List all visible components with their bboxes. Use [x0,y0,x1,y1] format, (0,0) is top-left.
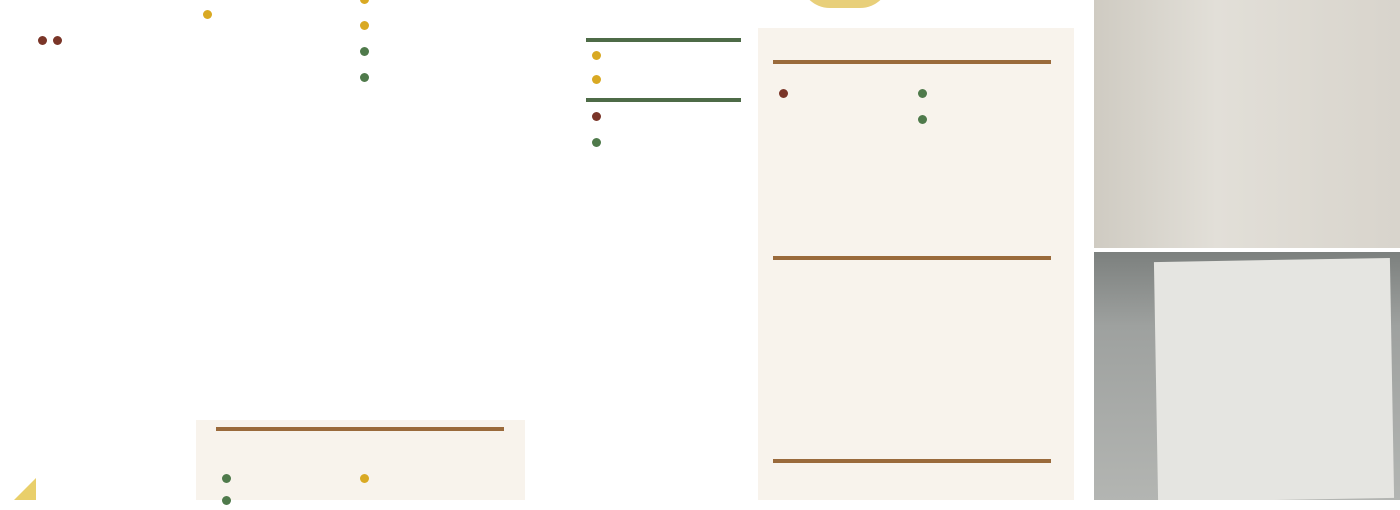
vegetarian-icon [360,47,369,56]
vegetarian-icon [360,73,369,82]
spicy-icon [360,0,369,4]
vegetarian-icon [592,138,601,147]
vegetarian-icon [222,474,231,483]
menu-item [354,46,510,58]
vegetarian-icon [918,89,927,98]
spicy-icon [592,51,601,60]
spicy-icon [203,10,212,19]
starters-item-list [586,111,741,149]
chili-icon [592,112,601,121]
plate-decoration-bottom-left [14,478,36,500]
menu-photo-drinks [1094,252,1400,500]
item-name-row [32,35,176,47]
grill-item-list [773,284,1049,298]
menu-item [354,72,510,84]
col2-item-list [197,9,343,21]
item-name-row [197,9,343,21]
soups-item-list [586,50,741,86]
vegetarian-icon [222,496,231,505]
side-item [216,492,336,510]
spicy-icon [360,474,369,483]
item-name-row [586,111,741,123]
item-name-row [912,114,1049,126]
section-divider [773,256,1051,260]
spicy-icon [592,75,601,84]
menu-photo-paper [1094,0,1400,248]
menu-column-1 [32,0,176,57]
item-name-row [912,88,1049,100]
menu-item [354,20,510,32]
vegetarian-icon [918,115,927,124]
tandoor-right-column [912,88,1049,136]
menu-item [586,111,741,123]
item-name-row [586,50,741,62]
menu-item [354,0,510,6]
menu-item [586,74,741,86]
menu-item [912,88,1049,100]
menu-item [32,35,176,47]
tandoor-left-column [773,88,905,114]
plate-decoration-top [800,0,890,8]
menu-column-2 [197,0,343,35]
section-divider [773,459,1051,463]
tandoor-grill-panel [758,28,1074,500]
side-item [354,470,478,491]
menu-column-3 [354,0,510,98]
section-divider [216,427,504,431]
item-name-row [586,137,741,149]
sides-panel [196,420,525,500]
item-name-row [354,46,510,58]
item-name-row [773,88,905,100]
item-name-row [586,74,741,86]
menu-item [586,50,741,62]
menu-item [197,9,343,21]
chili-icon [53,36,62,45]
section-divider [773,60,1051,64]
menu-item [773,88,905,100]
chili-icon [779,89,788,98]
menu-item [912,114,1049,126]
menu-column-soups [586,0,741,159]
chili-icon [38,36,47,45]
spicy-icon [360,21,369,30]
item-name-row [354,72,510,84]
item-name-row [354,20,510,32]
menu-item [586,137,741,149]
side-item [216,470,336,488]
col1-item-list [32,35,176,47]
col3-item-list [354,20,510,84]
